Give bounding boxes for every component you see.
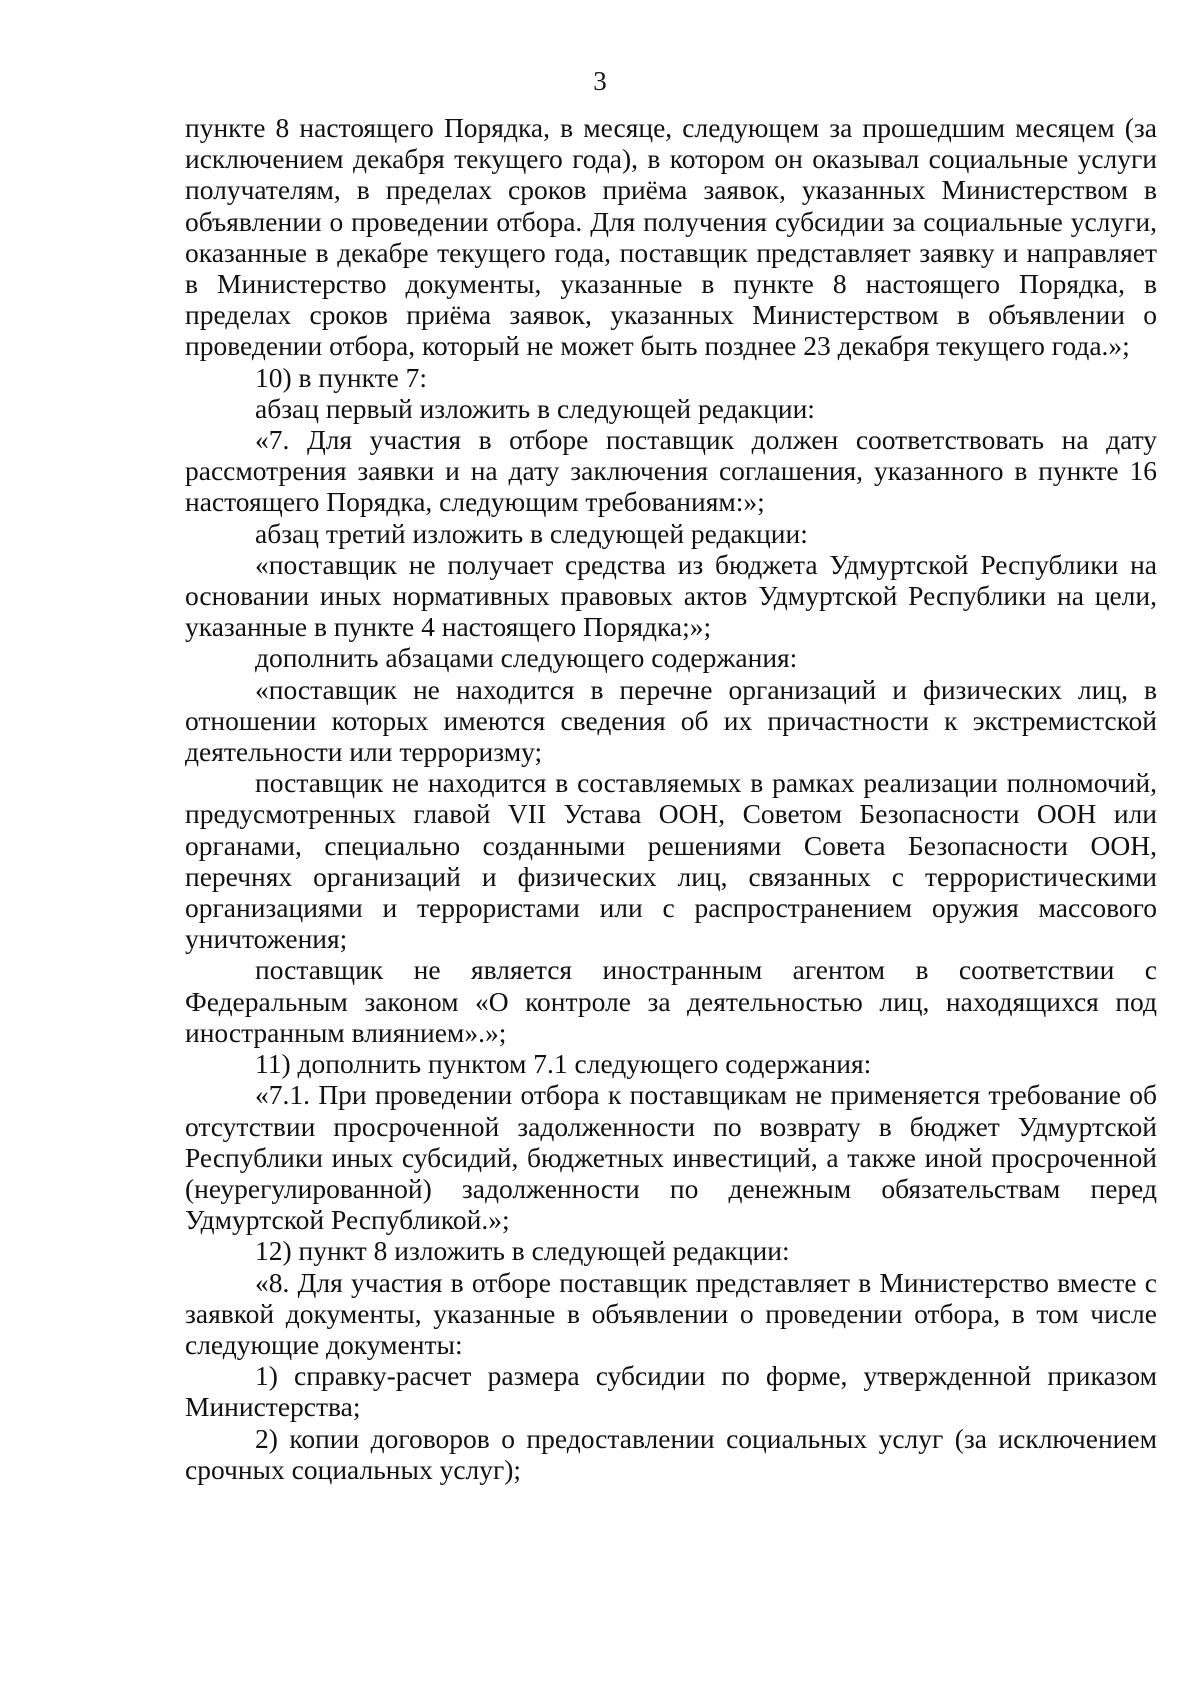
paragraph: поставщик не является иностранным агентом в соответствии с Федеральным законом «О контроле за деятельностью лиц, находящихся под иностранным влиянием».»; [185, 954, 1157, 1048]
paragraph: абзац первый изложить в следующей редакции: [255, 392, 815, 424]
paragraph: дополнить абзацами следующего содержания: [255, 642, 798, 674]
paragraph: 12) пункт 8 изложить в следующей редакции: [255, 1235, 790, 1267]
page-number: 3 [593, 66, 607, 96]
paragraph: 10) в пункте 7: [255, 361, 428, 393]
paragraph: 11) дополнить пунктом 7.1 следующего содержания: [255, 1048, 872, 1080]
document-body [185, 112, 1157, 1485]
paragraph: поставщик не находится в составляемых в рамках реализации полномочий, предусмотренных главой VII Устава ООН, Советом Безопасности ООН или органами, специально созданными решениями Совета Безопасности ООН, перечнях организаций и физических лиц, связанных с террористическими организациями и террористами или с распространением оружия массового уничтожения; [185, 767, 1157, 955]
paragraph: «поставщик не находится в перечне организаций и физических лиц, в отношении которых имеются сведения об их причастности к экстремистской деятельности или терроризму; [185, 673, 1157, 768]
paragraph: «8. Для участия в отборе поставщик представляет в Министерство вместе с заявкой документы, указанные в объявлении о проведении отбора, в том числе следующие документы: [185, 1266, 1157, 1360]
paragraph: 2) копии договоров о предоставлении социальных услуг (за исключением срочных социальных услуг); [185, 1422, 1157, 1485]
paragraph: 1) справку-расчет размера субсидии по форме, утвержденной приказом Министерства; [185, 1360, 1157, 1423]
paragraph: абзац третий изложить в следующей редакции: [255, 517, 808, 549]
paragraph: «поставщик не получает средства из бюджета Удмуртской Республики на основании иных нормативных правовых актов Удмуртской Республики на цели, указанные в пункте 4 настоящего Порядка;»; [185, 548, 1157, 643]
paragraph: «7. Для участия в отборе поставщик должен соответствовать на дату рассмотрения заявки и на дату заключения соглашения, указанного в пункте 16 настоящего Порядка, следующим требованиям:»; [185, 424, 1157, 518]
paragraph: пункте 8 настоящего Порядка, в месяце, следующем за прошедшим месяцем (за исключением декабря текущего года), в котором он оказывал социальные услуги получателям, в пределах сроков приёма заявок, указанных Министерством в объявлении о проведении отбора. Для получения субсидии за социальные услуги, оказанные в декабре текущего года, поставщик представляет заявку и направляет в Министерство документы, указанные в пункте 8 настоящего Порядка, в пределах сроков приёма заявок, указанных Министерством в объявлении о проведении отбора, который не может быть позднее 23 декабря текущего года.»; [185, 112, 1157, 362]
paragraph: «7.1. При проведении отбора к поставщикам не применяется требование об отсутствии просроченной задолженности по возврату в бюджет Удмуртской Республики иных субсидий, бюджетных инвестиций, а также иной просроченной (неурегулированной) задолженности по денежным обязательствам перед Удмуртской Республикой.»; [185, 1079, 1157, 1236]
